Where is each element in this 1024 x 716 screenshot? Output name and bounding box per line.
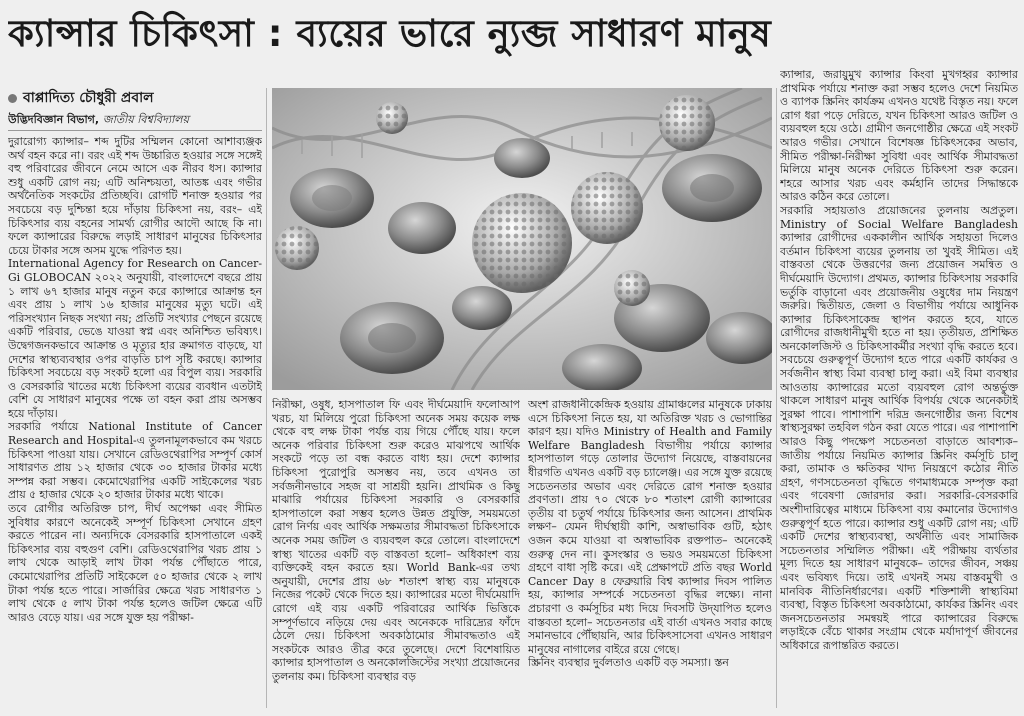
paragraph: সরকারি পর্যায়ে National Institute of Cancer Research and Hospital-এ তুলনামূলকভাবে কম খরচে চিকিৎসা পাওয়া যায়। সেখানে রেডিওথেরাপির সম্পূর্ণ কোর্স সাধারণত প্রায় ১২ হাজার থেকে ৩০ হাজার টাকার মধ্যে সম্পন্ন করা সম্ভব। কেমোথেরাপির একটি সাইকেলের খরচ প্রায় ৫ হাজার থেকে ২০ হাজার টাকার মধ্যে থাকে। [8, 420, 262, 502]
byline [8, 88, 262, 108]
university: জাতীয় বিশ্ববিদ্যালয় [102, 113, 189, 126]
department: উদ্ভিদবিজ্ঞান বিভাগ, [8, 113, 100, 126]
column-divider [776, 88, 777, 708]
byline-rule [8, 130, 262, 131]
article-column-1 [8, 88, 262, 712]
paragraph: International Agency for Research on Cancer-Gi GLOBOCAN ২০২২ অনুযায়ী, বাংলাদেশে বছরে প্রায় ১ লাখ ৬৭ হাজার মানুষ নতুন করে ক্যান্সারে আক্রান্ত হন এবং প্রায় ১ লাখ ১৬ হাজার মানুষের মৃত্যু ঘটে। এই পরিসংখ্যান নিছক সংখ্যা নয়; প্রতিটি সংখ্যার পেছনে রয়েছে একটি পরিবার, ভেঙে যাওয়া স্বপ্ন এবং অনিশ্চিত ভবিষ্যৎ। উদ্বেগজনকভাবে আক্রান্ত ও মৃত্যুর হার ক্রমাগত বাড়ছে, যা দেশের স্বাস্থ্যব্যবস্থার ওপর বাড়তি চাপ সৃষ্টি করছে। ক্যান্সার চিকিৎসা সবচেয়ে বড় সংকট হলো এর বিপুল ব্যয়। সরকারি ও বেসরকারি খাতের মধ্যে চিকিৎসা ব্যয়ের ব্যবধান এতটাই বেশি যে সাধারণ মানুষের পক্ষে তা বহন করা প্রায় অসম্ভব হয়ে দাঁড়ায়। [8, 257, 262, 420]
author-affiliation [8, 112, 262, 127]
paragraph: স্ক্রিনিং ব্যবস্থার দুর্বলতাও একটি বড় সমস্যা। স্তন [528, 656, 729, 670]
article-column-4 [780, 68, 1018, 712]
article-column-2 [272, 398, 520, 712]
paragraph: নিরীক্ষা, ওষুধ, হাসপাতাল ফি এবং দীর্ঘমেয়াদি ফলোআপ খরচ, যা মিলিয়ে পুরো চিকিৎসা অনেক সময় কয়েক লক্ষ থেকে বহু লক্ষ টাকা পর্যন্ত ব্যয় গিয়ে পৌঁছে যায়। ফলে অনেক পরিবার চিকিৎসা শুরু করেও মাঝপথে আর্থিক সংকটে পড়ে তা বন্ধ করতে বাধ্য হয়। দেশে ক্যান্সার চিকিৎসা পুরোপুরি অসম্ভব নয়, তবে এখনও তা সর্বজনীনভাবে সহজ বা সাশ্রয়ী হয়নি। প্রাথমিক ও কিছু মাঝারি পর্যায়ের চিকিৎসা সরকারি ও বেসরকারি হাসপাতালে করা সম্ভব হলেও উন্নত প্রযুক্তি, সময়মতো রোগ নির্ণয় এবং আর্থিক সক্ষমতার সীমাবদ্ধতা চিকিৎসাকে অনেক সময় জটিল ও ব্যয়বহুল করে তোলে। বাংলাদেশে স্বাস্থ্য খাতের একটি বড় বাস্তবতা হলো– অধিকাংশ ব্যয় ব্যক্তিকেই বহন করতে হয়। World Bank-এর তথ্য অনুযায়ী, দেশের প্রায় ৬৮ শতাংশ স্বাস্থ্য ব্যয় মানুষকে নিজের পকেট থেকে দিতে হয়। ক্যান্সারের মতো দীর্ঘমেয়াদি রোগে এই ব্যয় একটি পরিবারের আর্থিক ভিত্তিকে সম্পূর্ণভাবে নড়িয়ে দেয় এবং অনেককে দারিদ্র্যের ফাঁদে ঠেলে দেয়। চিকিৎসা অবকাঠামোর সীমাবদ্ধতাও এই সংকটকে আরও তীব্র করে তুলেছে। দেশে বিশেষায়িত ক্যান্সার হাসপাতাল ও অনকোলজিস্টের সংখ্যা প্রয়োজনের তুলনায় কম। চিকিৎসা ব্যবস্থার বড় [272, 398, 520, 683]
paragraph: অংশ রাজধানীকেন্দ্রিক হওয়ায় গ্রামাঞ্চলের মানুষকে ঢাকায় এসে চিকিৎসা নিতে হয়, যা অতিরিক্ত খরচ ও ভোগান্তির কারণ হয়। যদিও Ministry of Health and Family Welfare Bangladesh বিভাগীয় পর্যায়ে ক্যান্সার হাসপাতাল গড়ে তোলার উদ্যোগ নিয়েছে, বাস্তবায়নের ধীরগতি এখনও একটি বড় চ্যালেঞ্জ। এর সঙ্গে যুক্ত রয়েছে সচেতনতার অভাব এবং দেরিতে রোগ শনাক্ত হওয়ার প্রবণতা। প্রায় ৭০ থেকে ৮০ শতাংশ রোগী ক্যান্সারের তৃতীয় বা চতুর্থ পর্যায়ে চিকিৎসার জন্য আসেন। প্রাথমিক লক্ষণ– যেমন দীর্ঘস্থায়ী কাশি, অস্বাভাবিক গুটি, হঠাৎ ওজন কমে যাওয়া বা অস্বাভাবিক রক্তপাত– অনেকেই গুরুত্ব দেন না। কুসংস্কার ও ভয়ও সময়মতো চিকিৎসা গ্রহণে বাধা সৃষ্টি করে। এই প্রেক্ষাপটে প্রতি বছর World Cancer Day ৪ ফেব্রুয়ারি বিশ্ব ক্যান্সার দিবস পালিত হয়, ক্যান্সার সম্পর্কে সচেতনতা বৃদ্ধির লক্ষ্যে। নানা প্রচারণা ও কর্মসূচির মধ্য দিয়ে দিবসটি উদ্‌যাপিত হলেও বাস্তবতা হলো– সচেতনতার এই বার্তা এখনও সবার কাছে সমানভাবে পৌঁছায়নি, আর চিকিৎসাসেবা এখনও সাধারণ মানুষের নাগালের বাইরে রয়ে গেছে। [528, 398, 772, 656]
cancer-cells-illustration [272, 88, 772, 390]
paragraph: দুরারোগ্য ক্যান্সার– শব্দ দুটির সম্মিলন কোনো আশাব্যঞ্জক অর্থ বহন করে না। বরং এই শব্দ উচ্চারিত হওয়ার সঙ্গে সঙ্গেই বহু পরিবারের জীবনে নেমে আসে এক নীরব ধস। ক্যান্সার শুধু একটি রোগ নয়; এটি অনিশ্চয়তা, আতঙ্ক এবং গভীর অর্থনৈতিক সংকটের প্রতিচ্ছবি। রোগটি শনাক্ত হওয়ার পর সবচেয়ে বড় দুশ্চিন্তা হয়ে দাঁড়ায় চিকিৎসা নয়, বরং– এই চিকিৎসার ব্যয় বহনের সামর্থ্য রোগীর আদৌ আছে কি না। ফলে ক্যান্সারের বিরুদ্ধে লড়াই সাধারণ মানুষের চিকিৎসার চেয়ে টাকার সঙ্গে অসম যুদ্ধে পরিণত হয়। [8, 135, 262, 257]
paragraph: সরকারি সহায়তাও প্রয়োজনের তুলনায় অপ্রতুল। Ministry of Social Welfare Bangladesh ক্যান্সার রোগীদের এককালীন আর্থিক সহায়তা দিলেও বর্তমান চিকিৎসা ব্যয়ের তুলনায় তা খুবই সীমিত। এই বাস্তবতা থেকে উত্তরণের জন্য প্রয়োজন সমন্বিত ও দীর্ঘমেয়াদি উদ্যোগ। প্রথমত, ক্যান্সার চিকিৎসায় সরকারি ভর্তুকি বাড়ানো এবং প্রয়োজনীয় ওষুধের দাম নিয়ন্ত্রণ জরুরি। দ্বিতীয়ত, জেলা ও বিভাগীয় পর্যায়ে আধুনিক ক্যান্সার চিকিৎসাকেন্দ্র স্থাপন করতে হবে, যাতে রোগীদের রাজধানীমুখী হতে না হয়। তৃতীয়ত, প্রশিক্ষিত অনকোলজিস্ট ও চিকিৎসাকর্মীর সংখ্যা বৃদ্ধি করতে হবে। সবচেয়ে গুরুত্বপূর্ণ উদ্যোগ হতে পারে একটি কার্যকর ও সর্বজনীন স্বাস্থ্য বিমা ব্যবস্থা চালু করা। এই বিমা ব্যবস্থার আওতায় ক্যান্সারের মতো ব্যয়বহুল রোগ অন্তর্ভুক্ত থাকলে সাধারণ মানুষ আর্থিক বিপর্যয় থেকে অনেকটাই সুরক্ষা পাবে। পাশাপাশি দরিদ্র জনগোষ্ঠীর জন্য বিশেষ স্বাস্থ্যসুরক্ষা তহবিল গঠন করা যেতে পারে। এর পাশাপাশি আরও কিছু পদক্ষেপ সচেতনতা বাড়াতে আবশ্যক– জাতীয় পর্যায়ে নিয়মিত ক্যান্সার স্ক্রিনিং কর্মসূচি চালু করা, তামাক ও ক্ষতিকর খাদ্য নিয়ন্ত্রণে কঠোর নীতি গ্রহণ, গণসচেতনতা বৃদ্ধিতে গণমাধ্যমকে সম্পৃক্ত করা এবং গবেষণা জোরদার করা। সরকারি-বেসরকারি অংশীদারিত্বের মাধ্যমে চিকিৎসা ব্যয় কমানোর উদ্যোগও গুরুত্বপূর্ণ হতে পারে। ক্যান্সার শুধু একটি রোগ নয়; এটি একটি দেশের স্বাস্থ্যব্যবস্থা, অর্থনীতি এবং সামাজিক সচেতনতার সম্মিলিত পরীক্ষা। এই পরীক্ষায় ব্যর্থতার মূল্য দিতে হয় সাধারণ মানুষকে– তাদের জীবন, সঞ্চয় এবং ভবিষ্যৎ দিয়ে। তাই এখনই সময় বাস্তবমুখী ও মানবিক নীতিনির্ধারণের। একটি শক্তিশালী স্বাস্থ্যবিমা ব্যবস্থা, বিস্তৃত চিকিৎসা অবকাঠামো, কার্যকর স্ক্রিনিং এবং জনসচেতনতার সমন্বয়ই পারে ক্যান্সারের বিরুদ্ধে লড়াইকে বেঁচে থাকার সংগ্রাম থেকে মর্যাদাপূর্ণ জীবনের অধিকারে রূপান্তরিত করতে। [780, 203, 1018, 652]
cells-image [272, 88, 772, 390]
headline: ক্যান্সার চিকিৎসা : ব্যয়ের ভারে ন্যুব্জ সাধারণ মানুষ [8, 12, 772, 55]
article-column-3 [528, 398, 772, 712]
bullet-icon [8, 94, 17, 103]
paragraph: তবে রোগীর অতিরিক্ত চাপ, দীর্ঘ অপেক্ষা এবং সীমিত সুবিধার কারণে অনেকেই সম্পূর্ণ চিকিৎসা সেখানে গ্রহণ করতে পারেন না। অন্যদিকে বেসরকারি হাসপাতালে একই চিকিৎসার ব্যয় বহুগুণ বেশি। রেডিওথেরাপির খরচ প্রায় ১ লাখ থেকে আড়াই লাখ টাকা পর্যন্ত পৌঁছাতে পারে, কেমোথেরাপির প্রতিটি সাইকেলে ৫০ হাজার থেকে ২ লাখ টাকা পর্যন্ত হতে পারে। সার্জারির ক্ষেত্রে খরচ সাধারণত ১ লাখ থেকে ৫ লাখ টাকা পর্যন্ত হলেও জটিল ক্ষেত্রে এটি আরও বেড়ে যায়। এর সঙ্গে যুক্ত হয় পরীক্ষা- [8, 502, 262, 624]
column-divider [266, 88, 267, 708]
author-name: বাপ্পাদিত্য চৌধুরী প্রবাল [23, 90, 154, 106]
paragraph: ক্যান্সার, জরায়ুমুখ ক্যান্সার কিংবা মুখগহ্বর ক্যান্সার প্রাথমিক পর্যায়ে শনাক্ত করা সম্ভব হলেও দেশে নিয়মিত ও ব্যাপক স্ক্রিনিং কার্যক্রম এখনও যথেষ্ট বিস্তৃত নয়। ফলে রোগ ধরা পড়ে দেরিতে, যখন চিকিৎসা আরও জটিল ও ব্যয়বহুল হয়ে ওঠে। গ্রামীণ জনগোষ্ঠীর ক্ষেত্রে এই সংকট আরও গভীর। সেখানে বিশেষজ্ঞ চিকিৎসকের অভাব, সীমিত পরীক্ষা-নিরীক্ষা সুবিধা এবং আর্থিক সীমাবদ্ধতা মিলিয়ে মানুষ অনেক দেরিতে চিকিৎসা শুরু করেন। শহরে আসার খরচ এবং কর্মহানি তাদের সিদ্ধান্তকে আরও কঠিন করে তোলে। [780, 68, 1018, 204]
